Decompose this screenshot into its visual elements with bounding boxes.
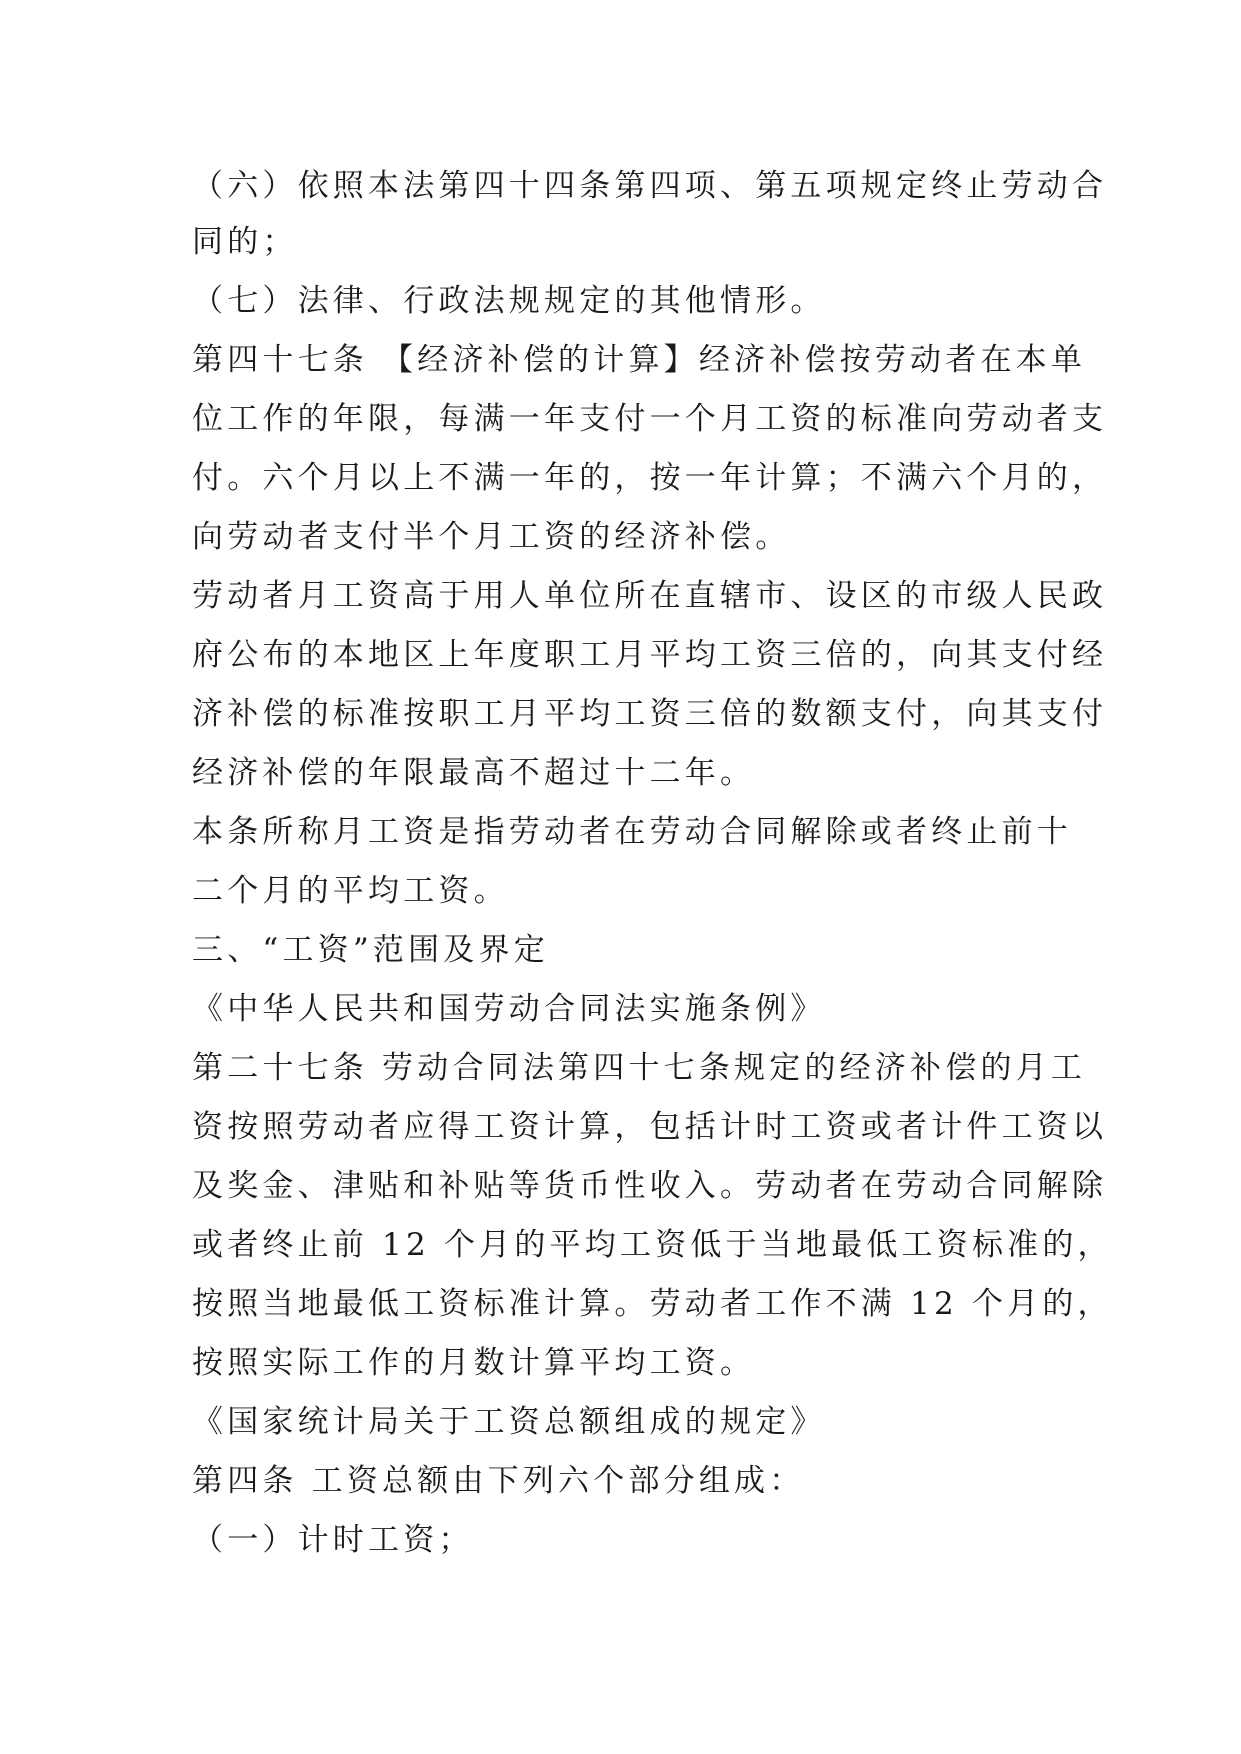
text-line: 府公布的本地区上年度职工月平均工资三倍的，向其支付经 [192,637,1108,673]
text-line: （六）依照本法第四十四条第四项、第五项规定终止劳动合 [192,168,1108,204]
text-line: 按照当地最低工资标准计算。劳动者工作不满 12 个月的， [192,1286,1113,1322]
text-line: 济补偿的标准按职工月平均工资三倍的数额支付，向其支付 [192,696,1108,732]
text-line: 本条所称月工资是指劳动者在劳动合同解除或者终止前十 [192,814,1072,850]
text-line: （七）法律、行政法规规定的其他情形。 [192,283,826,319]
text-line: 向劳动者支付半个月工资的经济补偿。 [192,519,791,555]
text-line: 劳动者月工资高于用人单位所在直辖市、设区的市级人民政 [192,578,1108,614]
article-heading: 第二十七条 劳动合同法第四十七条规定的经济补偿的月工 [192,1050,1087,1086]
text-line: （一）计时工资； [192,1522,474,1558]
section-heading: 三、“工资”范围及界定 [192,932,549,968]
article-heading: 第四条 工资总额由下列六个部分组成： [192,1463,805,1499]
article-heading: 第四十七条 【经济补偿的计算】经济补偿按劳动者在本单 [192,342,1087,378]
text-line: 同的； [192,224,298,260]
text-line: 或者终止前 12 个月的平均工资低于当地最低工资标准的， [192,1227,1113,1263]
text-line: 付。六个月以上不满一年的，按一年计算；不满六个月的， [192,460,1108,496]
text-line: 按照实际工作的月数计算平均工资。 [192,1345,756,1381]
text-line: 二个月的平均工资。 [192,873,509,909]
text-line: 资按照劳动者应得工资计算，包括计时工资或者计件工资以 [192,1109,1108,1145]
text-line: 经济补偿的年限最高不超过十二年。 [192,755,756,791]
text-line: 及奖金、津贴和补贴等货币性收入。劳动者在劳动合同解除 [192,1168,1108,1204]
regulation-title: 《国家统计局关于工资总额组成的规定》 [192,1404,826,1440]
text-line: 位工作的年限，每满一年支付一个月工资的标准向劳动者支 [192,401,1108,437]
regulation-title: 《中华人民共和国劳动合同法实施条例》 [192,991,826,1027]
